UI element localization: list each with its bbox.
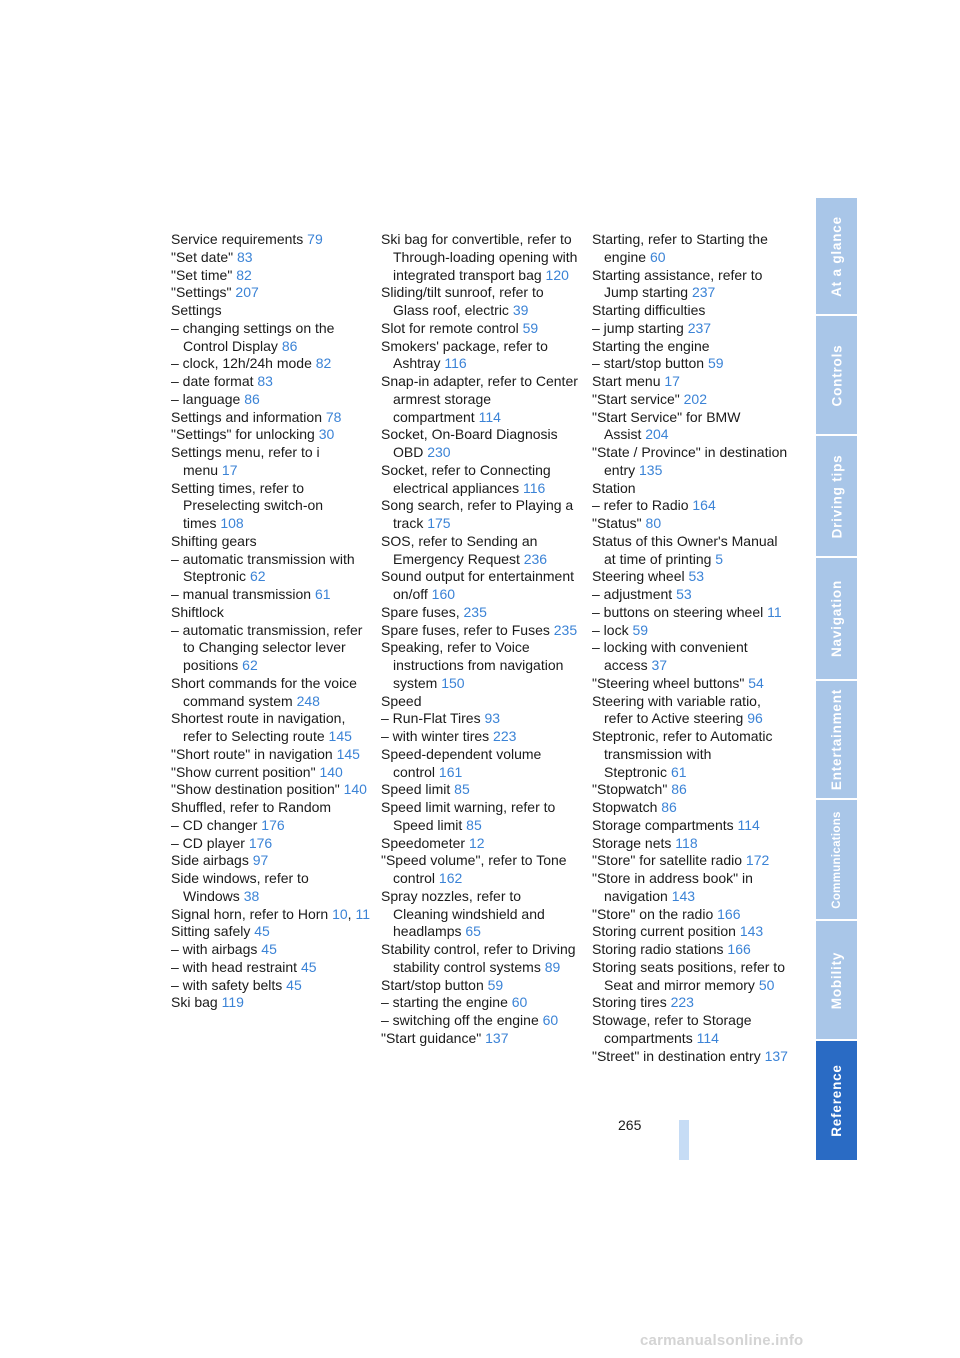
index-entry xyxy=(171,444,371,480)
page-reference-link[interactable]: 45 xyxy=(286,976,302,993)
page-reference-link[interactable]: 38 xyxy=(243,887,260,904)
index-entry-text: – with airbags xyxy=(171,941,258,957)
page-reference-link[interactable]: 145 xyxy=(328,728,352,744)
index-column-3 xyxy=(592,231,788,1065)
page-reference-link[interactable]: 202 xyxy=(683,390,707,407)
index-entry-text: Sitting safely xyxy=(171,923,251,940)
index-entry-text: Ski bag xyxy=(171,994,218,1011)
index-entry xyxy=(592,781,788,799)
tab-at-a-glance[interactable]: At a glance xyxy=(816,198,857,314)
page-reference-link[interactable]: 175 xyxy=(427,515,451,531)
index-entry xyxy=(381,604,579,622)
tab-driving-tips[interactable]: Driving tips xyxy=(816,436,857,556)
index-entry-text: Side windows, refer to Windows xyxy=(171,870,309,904)
page-reference-link[interactable]: 86 xyxy=(661,799,677,815)
index-entry xyxy=(171,870,371,906)
index-entry-text: "State / Province" in destination entry xyxy=(592,444,788,478)
page-reference-link[interactable]: 140 xyxy=(319,763,343,780)
index-entry-text: Slot for remote control xyxy=(381,319,519,336)
page-reference-link[interactable]: 37 xyxy=(651,657,668,673)
index-entry xyxy=(592,923,788,941)
index-entry-text: "Short route" in navigation xyxy=(171,745,333,762)
index-entry-text: Speaking, refer to Voice instructions from navigation system xyxy=(381,639,564,691)
page-reference-link[interactable]: 50 xyxy=(758,976,775,993)
page-reference-link[interactable]: 223 xyxy=(670,994,694,1011)
page-reference-link[interactable]: 140 xyxy=(343,781,367,798)
index-entry xyxy=(171,604,371,622)
index-entry-text: Shuffled, refer to Random xyxy=(171,799,332,815)
index-entry-text: Storing seats positions, refer to Seat and mirror memory xyxy=(592,958,785,993)
page-reference-link[interactable]: 160 xyxy=(431,586,456,602)
index-entry xyxy=(592,728,788,781)
index-entry-text: – switching off the engine xyxy=(381,1012,539,1028)
index-entry-text: Snap-in adapter, refer to Center armrest storage compartment xyxy=(381,373,578,425)
page-reference-link[interactable]: 45 xyxy=(261,941,277,957)
index-entry xyxy=(381,284,579,320)
page-reference-link[interactable]: 114 xyxy=(696,1029,719,1046)
page-reference-link[interactable]: 12 xyxy=(468,834,485,851)
index-entry xyxy=(171,799,371,817)
page-reference-link[interactable]: 119 xyxy=(221,994,244,1011)
page-reference-link[interactable]: 96 xyxy=(747,710,763,727)
index-entry xyxy=(381,568,579,604)
page-marker-bar xyxy=(679,1120,689,1160)
index-entry xyxy=(381,746,579,782)
page-reference-link[interactable]: 176 xyxy=(261,816,285,833)
page-reference-link[interactable]: 60 xyxy=(649,248,666,265)
index-entry-text: Start/stop button xyxy=(381,976,484,993)
index-entry xyxy=(171,835,371,853)
tab-entertainment[interactable]: Entertainment xyxy=(816,681,857,798)
index-entry xyxy=(592,622,788,640)
page-reference-link[interactable]: 10 xyxy=(332,905,348,922)
index-entry-text: Sliding/tilt sunroof, refer to Glass roof, electric xyxy=(381,284,544,318)
index-entry-text: "Store in address book" in navigation xyxy=(592,870,753,904)
index-entry xyxy=(171,267,371,285)
page-reference-link[interactable]: 5 xyxy=(715,550,724,567)
page-reference-link[interactable]: 11 xyxy=(767,603,782,620)
index-entry xyxy=(592,391,788,409)
page-reference-link[interactable]: 17 xyxy=(664,373,680,389)
page-reference-link[interactable]: 108 xyxy=(220,515,244,531)
index-entry-text: "Start Service" for BMW Assist xyxy=(592,408,741,443)
index-entry-text: Song search, refer to Playing a track xyxy=(381,497,574,531)
index-entry-text: Speedometer xyxy=(381,834,466,851)
page-reference-link[interactable]: 83 xyxy=(236,248,253,265)
index-entry-text: – manual transmission xyxy=(171,586,312,602)
index-entry-text: – with head restraint xyxy=(171,958,298,975)
index-entry-text: Shifting gears xyxy=(171,532,257,549)
index-entry xyxy=(592,817,788,835)
index-entry xyxy=(171,923,371,941)
index-entry xyxy=(592,959,788,995)
index-entry-text: "Street" in destination entry xyxy=(592,1047,761,1064)
page-reference-link[interactable]: 145 xyxy=(336,745,360,762)
index-entry-text: – adjustment xyxy=(592,586,673,602)
index-entry xyxy=(592,586,788,604)
index-entry xyxy=(171,231,371,249)
index-entry-text: Steering wheel xyxy=(592,568,685,585)
page-reference-link[interactable]: 11 xyxy=(355,905,370,922)
index-entry-text: Socket, On-Board Diagnosis OBD xyxy=(381,426,558,460)
page-reference-link[interactable]: 114 xyxy=(737,816,760,833)
index-entry-text: Steering with variable ratio, refer to Active steering xyxy=(592,692,761,727)
index-entry xyxy=(171,941,371,959)
index-entry xyxy=(381,888,579,941)
index-entry-text: Settings menu, refer to i menu xyxy=(171,444,320,478)
index-entry xyxy=(381,462,579,498)
index-entry xyxy=(592,906,788,924)
index-entry-text: Station xyxy=(592,479,636,496)
index-entry xyxy=(171,817,371,835)
page-reference-link[interactable]: 176 xyxy=(248,834,273,851)
index-entry-text: – clock, 12h/24h mode xyxy=(171,355,312,372)
index-entry xyxy=(592,941,788,959)
index-entry-text: Storage nets xyxy=(592,834,672,851)
page-reference-link[interactable]: 237 xyxy=(687,319,712,336)
page-reference-link[interactable]: 61 xyxy=(314,586,331,602)
index-entry-text: SOS, refer to Sending an Emergency Request xyxy=(381,532,538,567)
index-entry-text: "Show current position" xyxy=(171,763,316,780)
page-reference-link[interactable]: 135 xyxy=(639,461,663,478)
index-entry xyxy=(381,852,579,888)
page-reference-link[interactable]: 39 xyxy=(512,302,529,318)
index-entry xyxy=(592,320,788,338)
index-entry xyxy=(381,941,579,977)
index-entry-text: Storing radio stations xyxy=(592,941,724,957)
index-entry-text: Speed limit xyxy=(381,781,451,798)
index-entry-text: – automatic transmission, refer to Changing selector lever positions xyxy=(171,621,363,673)
index-entry xyxy=(381,231,579,284)
page-reference-link[interactable]: 116 xyxy=(444,355,467,372)
index-entry-text: Setting times, refer to Preselecting switch-on times xyxy=(171,479,324,531)
page-reference-link[interactable]: 120 xyxy=(545,266,569,283)
index-entry-text: Socket, refer to Connecting electrical appliances xyxy=(381,461,551,496)
index-entry-text: – lock xyxy=(592,621,629,638)
index-column-1 xyxy=(171,231,371,1012)
index-entry xyxy=(592,338,788,356)
page-reference-link[interactable]: 59 xyxy=(707,355,724,372)
page-reference-link[interactable]: 85 xyxy=(466,816,482,833)
page-reference-link[interactable]: 172 xyxy=(745,852,770,869)
index-entry xyxy=(592,675,788,693)
tab-reference[interactable]: Reference xyxy=(816,1041,857,1160)
index-entry xyxy=(592,267,788,303)
index-entry xyxy=(171,551,371,587)
page-reference-link[interactable]: 89 xyxy=(544,958,561,975)
index-entry xyxy=(381,622,579,640)
page-reference-link[interactable]: 78 xyxy=(325,408,342,425)
index-entry xyxy=(592,355,788,373)
page-reference-link[interactable]: 236 xyxy=(523,550,548,567)
index-entry-text: Stowage, refer to Storage compartments xyxy=(592,1012,752,1046)
page-reference-link[interactable]: 137 xyxy=(764,1047,788,1064)
index-entry-text: Speed limit warning, refer to Speed limit xyxy=(381,799,556,833)
page-reference-link[interactable]: 85 xyxy=(454,781,470,798)
index-entry xyxy=(381,1030,579,1048)
index-entry-text: Status of this Owner's Manual at time of printing xyxy=(592,532,778,567)
index-entry-text: "Stopwatch" xyxy=(592,781,668,798)
index-entry xyxy=(592,835,788,853)
index-entry xyxy=(171,284,371,302)
index-entry-text: "Settings" xyxy=(171,284,232,301)
page-reference-link[interactable]: 79 xyxy=(307,231,323,247)
index-entry xyxy=(381,728,579,746)
index-entry-text: – date format xyxy=(171,373,254,389)
page-reference-link[interactable]: 60 xyxy=(511,994,528,1011)
page-reference-link[interactable]: 237 xyxy=(691,284,716,301)
index-entry-text: Steptronic, refer to Automatic transmission with Steptronic xyxy=(592,728,773,780)
index-entry xyxy=(171,480,371,533)
index-entry xyxy=(171,391,371,409)
index-entry-text: Starting the engine xyxy=(592,337,710,354)
index-entry xyxy=(381,426,579,462)
index-entry xyxy=(171,675,371,711)
page-reference-link[interactable]: 143 xyxy=(739,923,764,940)
index-entry xyxy=(171,355,371,373)
index-entry-text: – starting the engine xyxy=(381,994,508,1011)
index-entry xyxy=(381,373,579,426)
index-entry-text: "Steering wheel buttons" xyxy=(592,674,745,691)
index-entry xyxy=(592,533,788,569)
index-entry xyxy=(381,710,579,728)
index-entry xyxy=(171,746,371,764)
index-entry xyxy=(381,533,579,569)
tab-navigation[interactable]: Navigation xyxy=(816,558,857,679)
index-entry-text: Stopwatch xyxy=(592,799,658,815)
index-entry xyxy=(592,515,788,533)
index-entry xyxy=(171,781,371,799)
index-entry-text: Sound output for entertainment on/off xyxy=(381,568,575,602)
index-entry-text: – changing settings on the Control Display xyxy=(171,319,335,354)
index-entry xyxy=(171,959,371,977)
index-entry-text: Spare fuses, refer to Fuses xyxy=(381,621,550,638)
page-reference-link[interactable]: 161 xyxy=(438,763,463,780)
tab-controls[interactable]: Controls xyxy=(816,316,857,434)
index-entry xyxy=(592,870,788,906)
index-entry xyxy=(171,533,371,551)
page-reference-link[interactable]: 80 xyxy=(645,515,662,531)
index-entry xyxy=(171,764,371,782)
index-entry-text: Spare fuses, xyxy=(381,603,460,620)
index-entry-text: "Start service" xyxy=(592,390,680,407)
page-reference-link[interactable]: 166 xyxy=(727,941,751,957)
index-entry-text: – refer to Radio xyxy=(592,497,689,514)
page-reference-link[interactable]: 150 xyxy=(441,674,465,691)
index-entry-text: Service requirements xyxy=(171,231,304,247)
index-entry-text: Start menu xyxy=(592,373,661,389)
index-entry-text: – CD changer xyxy=(171,816,258,833)
page-reference-link[interactable]: 82 xyxy=(315,355,332,372)
page-reference-link[interactable]: 65 xyxy=(465,923,481,940)
index-entry xyxy=(381,320,579,338)
page-reference-link[interactable]: 53 xyxy=(688,568,705,585)
index-entry-text: Starting, refer to Starting the engine xyxy=(592,231,768,265)
index-entry-text: – buttons on steering wheel xyxy=(592,603,764,620)
index-entry xyxy=(592,994,788,1012)
page-reference-link[interactable]: 114 xyxy=(478,408,501,425)
page-reference-link[interactable]: 60 xyxy=(542,1012,559,1028)
index-entry-text: – locking with convenient access xyxy=(592,639,748,673)
index-entry xyxy=(381,799,579,835)
index-entry xyxy=(592,497,788,515)
index-entry-text: – jump starting xyxy=(592,319,684,336)
page-reference-link[interactable]: 59 xyxy=(632,621,649,638)
index-entry-text: Stability control, refer to Driving stability control systems xyxy=(381,941,576,975)
page-reference-link[interactable]: 86 xyxy=(281,337,298,354)
index-entry xyxy=(381,1012,579,1030)
index-entry-text: Storage compartments xyxy=(592,816,734,833)
page-reference-link[interactable]: 61 xyxy=(670,763,687,780)
index-entry xyxy=(592,604,788,622)
index-entry-text: – Run-Flat Tires xyxy=(381,710,481,727)
index-entry-text: "Set date" xyxy=(171,248,234,265)
page-reference-link[interactable]: 62 xyxy=(242,657,258,673)
index-entry-text: Shiftlock xyxy=(171,603,224,620)
index-entry xyxy=(592,693,788,729)
index-entry-text: Speed xyxy=(381,692,422,709)
index-entry-text: – automatic transmission with Steptronic xyxy=(171,550,355,585)
index-entry xyxy=(171,409,371,427)
page-reference-link[interactable]: 166 xyxy=(717,905,741,922)
page-reference-link[interactable]: 143 xyxy=(671,887,696,904)
index-entry-text: "Status" xyxy=(592,515,642,531)
index-entry-text: Smokers' package, refer to Ashtray xyxy=(381,337,548,372)
page-reference-link[interactable]: 62 xyxy=(249,568,266,585)
index-entry xyxy=(171,977,371,995)
index-column-2 xyxy=(381,231,579,1048)
page-reference-link[interactable]: 83 xyxy=(257,373,273,389)
index-entry xyxy=(381,994,579,1012)
index-entry xyxy=(592,639,788,675)
index-entry-text: Shortest route in navigation, refer to Selecting route xyxy=(171,710,346,744)
chapter-tabs xyxy=(816,198,857,1160)
index-entry xyxy=(381,693,579,711)
page-reference-link[interactable]: 230 xyxy=(427,444,451,460)
index-entry-text: Settings and information xyxy=(171,408,322,425)
index-entry-text: Settings xyxy=(171,302,222,318)
index-entry-text: Short commands for the voice command system xyxy=(171,674,357,709)
index-entry-text: Spray nozzles, refer to Cleaning windshield and headlamps xyxy=(381,887,545,940)
index-entry-text: Speed-dependent volume control xyxy=(381,745,542,780)
index-entry-text: "Set time" xyxy=(171,266,233,283)
index-entry-text: – with safety belts xyxy=(171,976,283,993)
index-entry xyxy=(381,977,579,995)
index-entry xyxy=(171,320,371,356)
index-entry xyxy=(171,249,371,267)
page-reference-link[interactable]: 118 xyxy=(675,834,698,851)
page-reference-link[interactable]: 235 xyxy=(463,603,487,620)
index-entry xyxy=(592,1012,788,1048)
page-reference-link[interactable]: 93 xyxy=(484,710,501,727)
page-reference-link[interactable]: 53 xyxy=(676,586,692,602)
index-entry xyxy=(381,497,579,533)
index-entry xyxy=(171,302,371,320)
index-entry-text: Storing current position xyxy=(592,923,736,940)
index-entry xyxy=(171,373,371,391)
index-entry-text: "Speed volume", refer to Tone control xyxy=(381,852,567,886)
index-entry xyxy=(171,622,371,675)
index-entry xyxy=(592,373,788,391)
page-reference-link[interactable]: 54 xyxy=(748,674,764,691)
index-entry xyxy=(171,586,371,604)
index-entry xyxy=(171,994,371,1012)
index-entry xyxy=(592,568,788,586)
index-entry-text: – language xyxy=(171,390,241,407)
page-reference-link[interactable]: 17 xyxy=(221,461,238,478)
page-reference-link[interactable]: 235 xyxy=(553,621,578,638)
index-entry xyxy=(592,1048,788,1066)
index-entry-text: Starting difficulties xyxy=(592,302,706,318)
index-entry xyxy=(592,852,788,870)
index-entry-text: – with winter tires xyxy=(381,728,490,744)
index-entry-text: – CD player xyxy=(171,834,245,851)
index-entry-text: "Start guidance" xyxy=(381,1029,482,1046)
index-entry xyxy=(171,852,371,870)
page-reference-link[interactable]: 86 xyxy=(671,781,687,798)
index-entry xyxy=(381,835,579,853)
index-entry xyxy=(592,231,788,267)
index-entry xyxy=(592,444,788,480)
page-number: 265 xyxy=(618,1117,642,1133)
index-entry-text: "Settings" for unlocking xyxy=(171,426,315,443)
index-entry xyxy=(171,426,371,444)
index-entry-text: "Store" on the radio xyxy=(592,905,714,922)
page-reference-link[interactable]: 248 xyxy=(296,692,320,709)
index-entry xyxy=(592,799,788,817)
index-entry-text: Starting assistance, refer to Jump starting xyxy=(592,266,763,301)
page-reference-link[interactable]: 207 xyxy=(235,284,259,301)
page-reference-link[interactable]: 116 xyxy=(522,479,546,496)
index-entry xyxy=(381,781,579,799)
index-entry xyxy=(381,338,579,374)
page-reference-link[interactable]: 82 xyxy=(236,266,252,283)
index-entry-text: Signal horn, refer to Horn xyxy=(171,905,329,922)
index-entry-text: Ski bag for convertible, refer to Through-loading opening with integrated transport bag xyxy=(381,231,578,283)
index-entry xyxy=(592,302,788,320)
index-entry-text: – start/stop button xyxy=(592,355,705,372)
page-reference-link[interactable]: 204 xyxy=(645,426,669,443)
tab-communications[interactable]: Communications xyxy=(816,800,857,919)
page-reference-link[interactable]: 45 xyxy=(254,923,270,940)
page-reference-link[interactable]: 45 xyxy=(300,958,317,975)
page-reference-link[interactable]: 59 xyxy=(487,976,504,993)
page-reference-link[interactable]: 30 xyxy=(318,426,335,443)
page-reference-link[interactable]: 164 xyxy=(692,497,716,514)
index-entry xyxy=(381,639,579,692)
index-entry-text: Side airbags xyxy=(171,852,249,869)
page-reference-link[interactable]: 137 xyxy=(485,1029,509,1046)
page-reference-link[interactable]: 86 xyxy=(244,390,260,407)
index-entry xyxy=(592,409,788,445)
page-reference-link[interactable]: 162 xyxy=(438,870,463,886)
index-entry xyxy=(592,480,788,498)
index-entry xyxy=(171,710,371,746)
index-entry-text: "Store" for satellite radio xyxy=(592,852,743,869)
page-reference-link[interactable]: 223 xyxy=(493,728,517,744)
watermark: carmanualsonline.info xyxy=(640,1332,804,1349)
page-reference-link[interactable]: 59 xyxy=(522,319,539,336)
index-entry-text: Storing tires xyxy=(592,994,667,1011)
index-entry: Signal horn, refer to Horn 10, 11 xyxy=(171,905,370,922)
page-reference-link[interactable]: 97 xyxy=(252,852,269,869)
index-entry-text: "Show destination position" xyxy=(171,781,340,798)
tab-mobility[interactable]: Mobility xyxy=(816,921,857,1039)
